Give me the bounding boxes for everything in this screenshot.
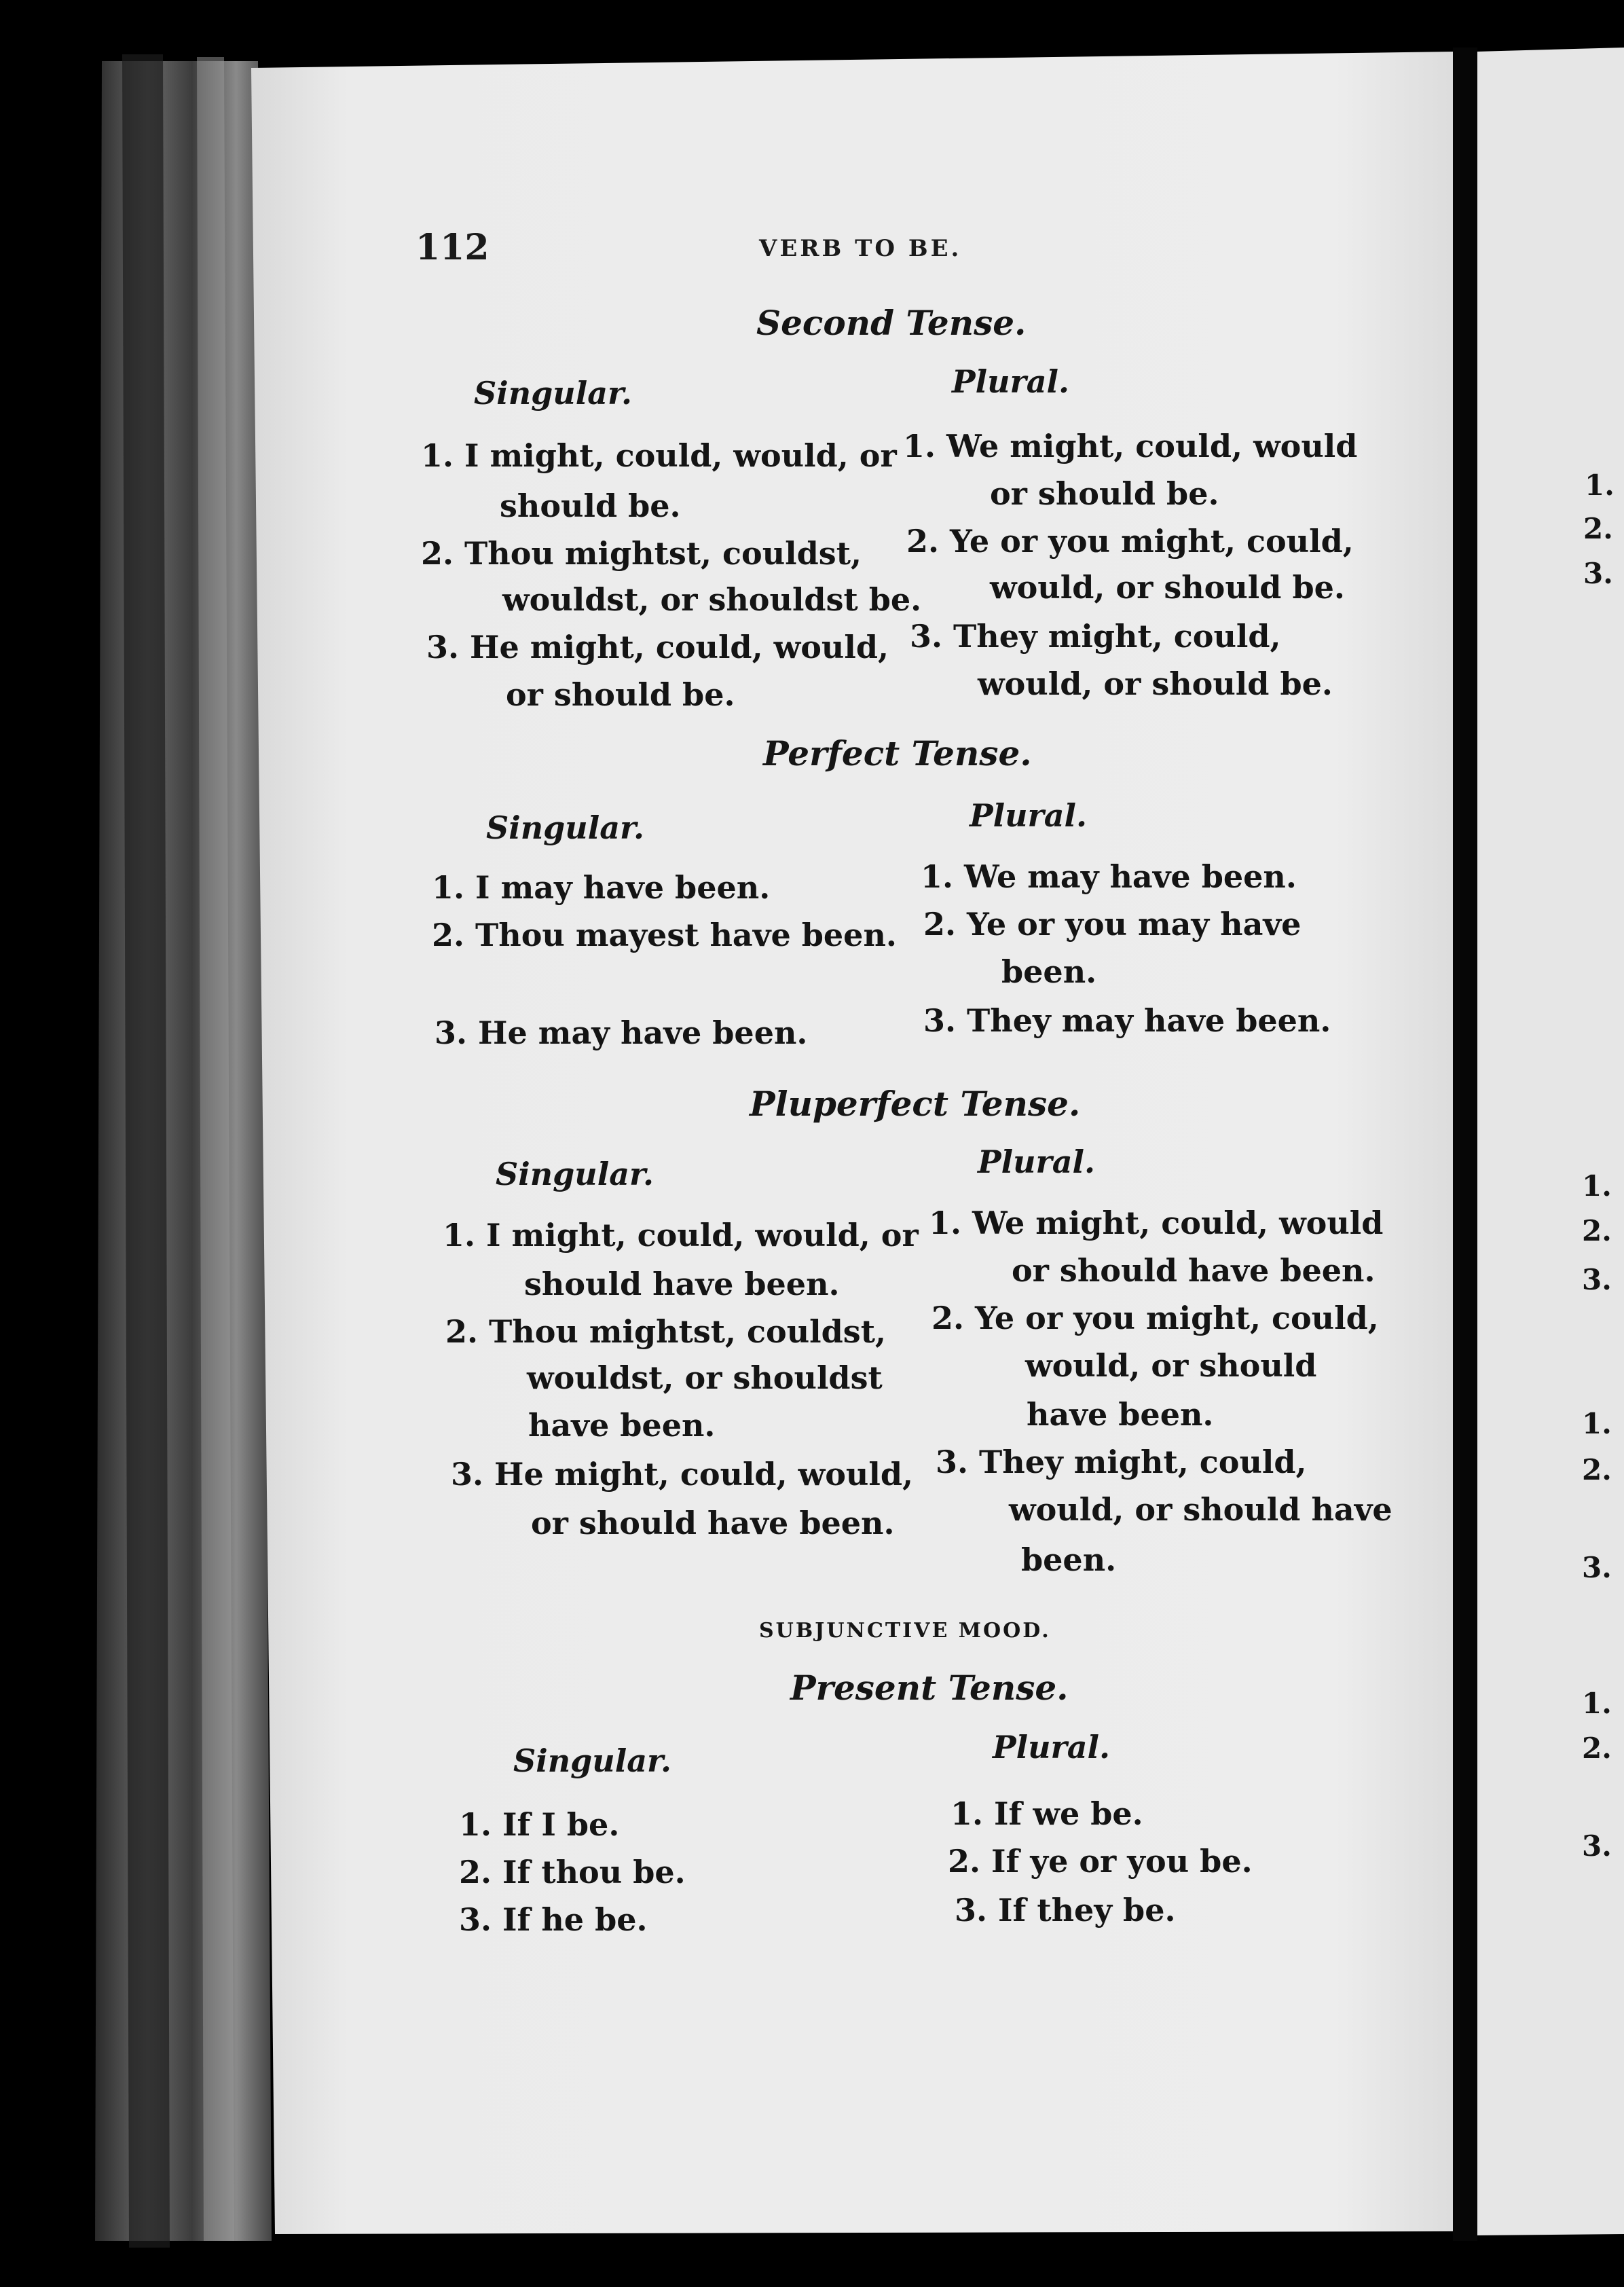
second-plural-line-1: 1. We might, could, would — [903, 428, 1358, 464]
right-page-number-3: 3. — [1583, 557, 1613, 590]
singular-label: Singular. — [474, 375, 633, 411]
right-page-number-8: 2. — [1582, 1453, 1612, 1486]
perfect-singular-line-2: 2. Thou mayest have been. — [432, 917, 897, 953]
perfect-singular-line-3: 3. He may have been. — [435, 1014, 808, 1051]
second-plural-line-4: would, or should be. — [990, 569, 1345, 606]
right-page-number-9: 3. — [1582, 1551, 1612, 1584]
section-title-perfect-tense: Perfect Tense. — [763, 733, 1032, 773]
second-singular-line-3: 2. Thou mightst, couldst, — [421, 535, 862, 572]
perfect-plural-line-3: been. — [1001, 953, 1097, 990]
subjunctive-singular-line-1: 1. If I be. — [459, 1806, 620, 1843]
plural-label: Plural. — [978, 1144, 1096, 1180]
singular-label: Singular. — [513, 1742, 672, 1779]
pluperfect-singular-line-7: or should have been. — [531, 1505, 895, 1541]
section-title-pluperfect-tense: Pluperfect Tense. — [750, 1084, 1081, 1124]
pluperfect-singular-line-5: have been. — [528, 1407, 716, 1444]
right-page-number-12: 3. — [1582, 1829, 1612, 1863]
second-singular-line-1: 1. I might, could, would, or — [421, 437, 897, 474]
pluperfect-singular-line-2: should have been. — [524, 1266, 840, 1302]
singular-label: Singular. — [486, 809, 645, 846]
pluperfect-plural-line-7: would, or should have — [1009, 1491, 1392, 1528]
pluperfect-singular-line-4: wouldst, or shouldst — [527, 1359, 883, 1396]
second-singular-line-6: or should be. — [506, 676, 735, 713]
right-page-number-2: 2. — [1583, 512, 1613, 545]
pluperfect-plural-line-2: or should have been. — [1012, 1252, 1376, 1289]
plural-label: Plural. — [952, 363, 1070, 400]
right-page-number-1: 1. — [1585, 469, 1614, 502]
right-page-number-7: 1. — [1582, 1407, 1612, 1440]
pluperfect-singular-line-3: 2. Thou mightst, couldst, — [445, 1313, 886, 1350]
second-singular-line-4: wouldst, or shouldst be. — [502, 581, 922, 618]
running-head: VERB TO BE. — [759, 235, 962, 262]
subjunctive-plural-line-1: 1. If we be. — [951, 1795, 1143, 1832]
subjunctive-plural-line-2: 2. If ye or you be. — [948, 1843, 1253, 1880]
perfect-singular-line-1: 1. I may have been. — [432, 869, 771, 906]
subjunctive-singular-line-3: 3. If he be. — [459, 1901, 648, 1938]
pluperfect-plural-line-6: 3. They might, could, — [936, 1444, 1307, 1480]
second-plural-line-2: or should be. — [990, 475, 1219, 512]
pluperfect-plural-line-5: have been. — [1027, 1396, 1214, 1433]
subjunctive-plural-line-3: 3. If they be. — [955, 1892, 1176, 1928]
pluperfect-plural-line-3: 2. Ye or you might, could, — [931, 1300, 1379, 1336]
perfect-plural-line-2: 2. Ye or you may have — [923, 906, 1302, 943]
plural-label: Plural. — [970, 797, 1088, 834]
pluperfect-singular-line-1: 1. I might, could, would, or — [443, 1217, 919, 1254]
section-title-present-tense: Present Tense. — [790, 1668, 1069, 1708]
singular-label: Singular. — [496, 1156, 654, 1192]
section-title-second-tense: Second Tense. — [756, 303, 1027, 343]
second-plural-line-3: 2. Ye or you might, could, — [906, 523, 1354, 560]
second-plural-line-6: would, or should be. — [978, 665, 1333, 702]
right-page-number-11: 2. — [1582, 1732, 1612, 1765]
perfect-plural-line-1: 1. We may have been. — [921, 858, 1297, 895]
perfect-plural-line-4: 3. They may have been. — [923, 1002, 1331, 1039]
mood-heading: SUBJUNCTIVE MOOD. — [759, 1619, 1051, 1643]
page-number: 112 — [416, 227, 490, 268]
second-singular-line-5: 3. He might, could, would, — [426, 629, 889, 665]
plural-label: Plural. — [993, 1729, 1111, 1765]
right-page-number-6: 3. — [1582, 1263, 1612, 1296]
right-page-number-5: 2. — [1582, 1214, 1612, 1247]
pluperfect-singular-line-6: 3. He might, could, would, — [451, 1456, 913, 1493]
pluperfect-plural-line-1: 1. We might, could, would — [929, 1205, 1384, 1241]
pluperfect-plural-line-8: been. — [1021, 1541, 1117, 1578]
right-page-number-4: 1. — [1582, 1169, 1612, 1203]
pluperfect-plural-line-4: would, or should — [1025, 1347, 1317, 1384]
second-plural-line-5: 3. They might, could, — [910, 618, 1281, 655]
second-singular-line-2: should be. — [500, 488, 681, 524]
subjunctive-singular-line-2: 2. If thou be. — [459, 1854, 686, 1890]
right-page-number-10: 1. — [1582, 1687, 1612, 1720]
